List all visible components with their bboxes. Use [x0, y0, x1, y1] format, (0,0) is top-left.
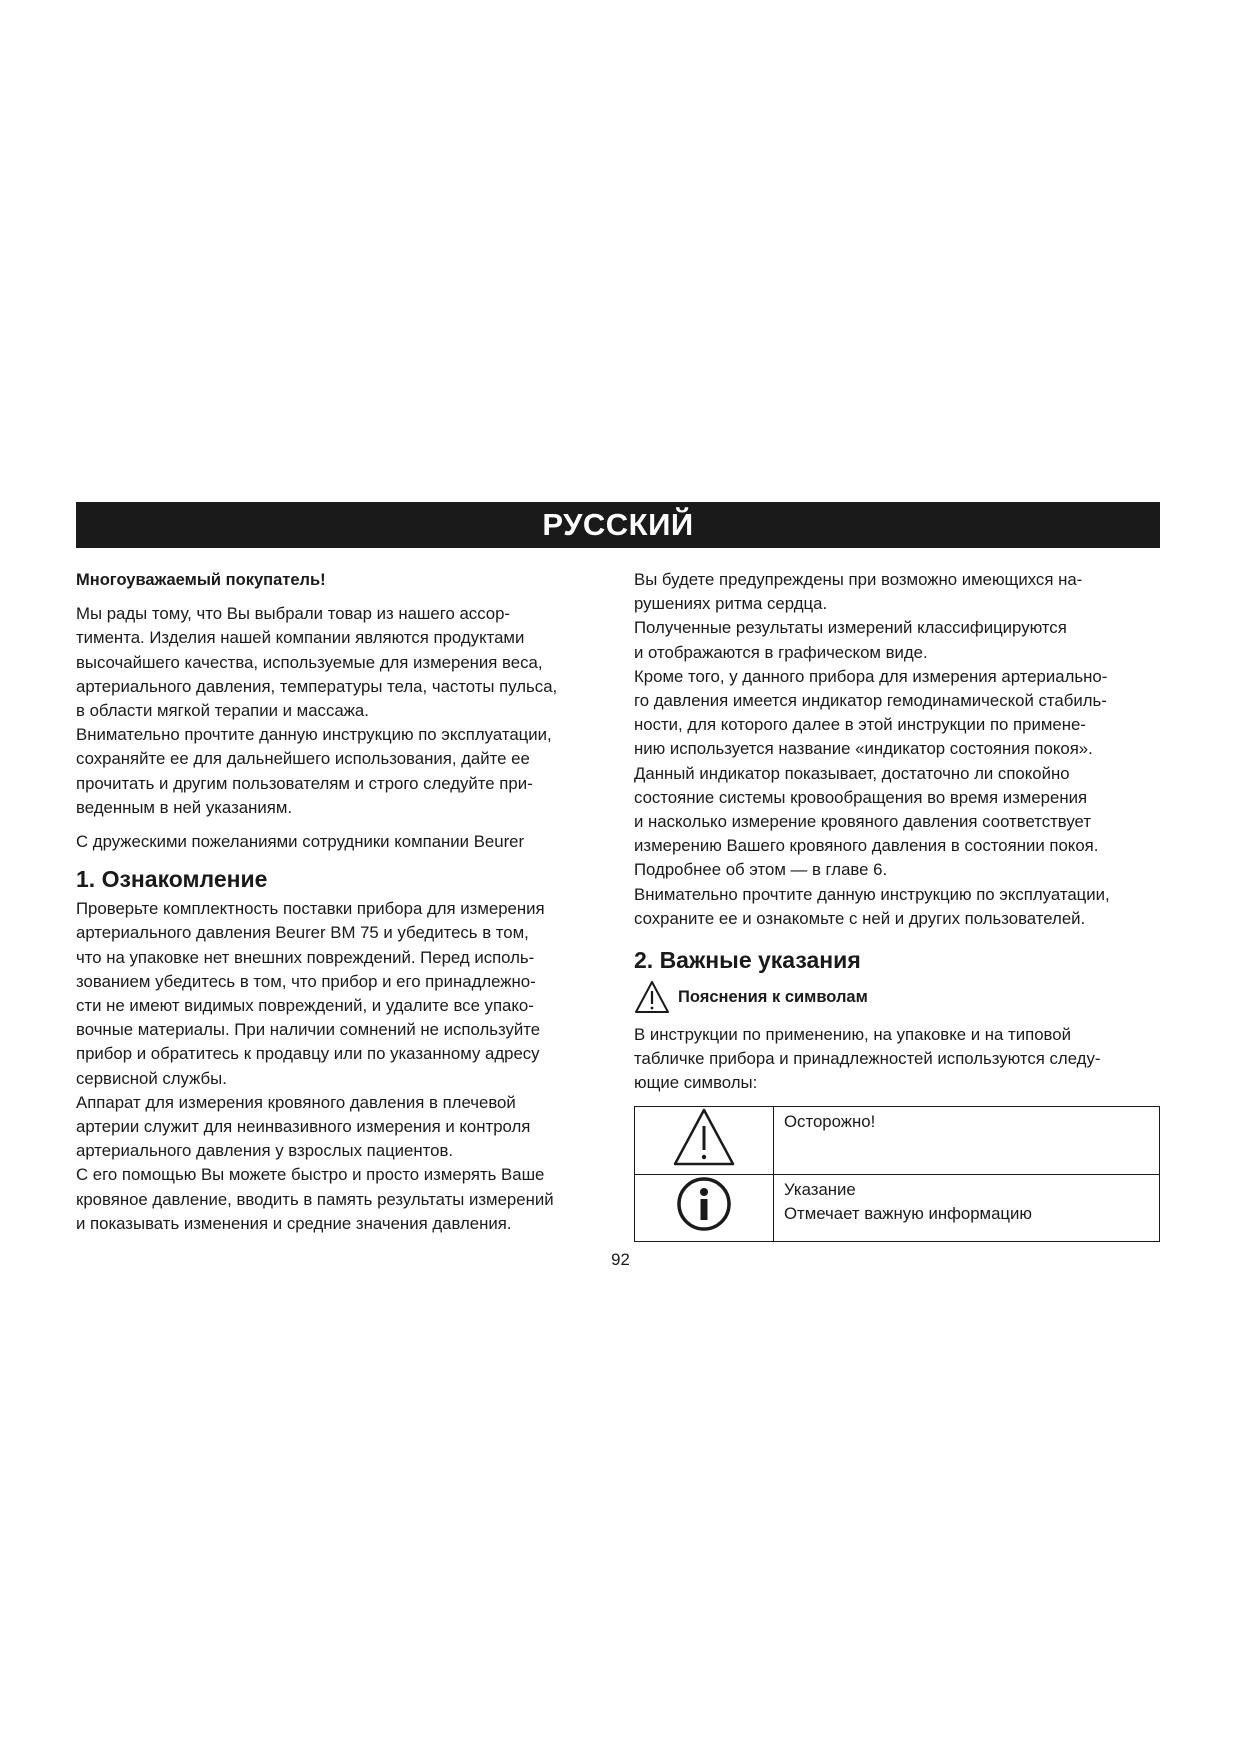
text-line: сохраняйте ее для дальнейшего использования, дайте ее — [76, 749, 530, 769]
symbols-subheading — [634, 979, 1160, 1015]
text-line: Внимательно прочтите данную инструкцию по эксплуатации, — [634, 884, 1110, 904]
text-line: Мы рады тому, что Вы выбрали товар из нашего ассор- — [76, 604, 511, 624]
section-2-title: 2. Важные указания — [634, 947, 861, 974]
text-line: Вы будете предупреждены при возможно имеющихся на- — [634, 570, 1083, 589]
text-line: прибор и обратитесь к продавцу или по указанному адресу — [76, 1044, 540, 1064]
table-row — [635, 1174, 1160, 1241]
warning-triangle-icon — [672, 1107, 736, 1167]
text-line: артериального давления, температуры тела, частоты пульса, — [76, 676, 558, 696]
text-line: и отображаются в графическом виде. — [634, 642, 928, 662]
text-line: веденным в ней указаниям. — [76, 797, 293, 817]
symbol-description — [774, 1106, 1160, 1174]
text-line: артериального давления у взрослых пациентов. — [76, 1141, 454, 1161]
warning-triangle-icon — [634, 980, 670, 1014]
left-column — [76, 568, 604, 1236]
text-line: и показывать изменения и средние значения давления. — [76, 1213, 512, 1233]
right-column — [634, 568, 1160, 1242]
text-line: вочные материалы. При наличии сомнений не используйте — [76, 1020, 541, 1040]
symbol-text-line: Отмечает важную информацию — [784, 1203, 1032, 1223]
text-line: сти не имеют видимых повреждений, и удалите все упако- — [76, 996, 534, 1016]
symbol-description — [774, 1174, 1160, 1241]
text-line: Подробнее об этом — в главе 6. — [634, 860, 888, 880]
text-line: Проверьте комплектность поставки прибора для измерения — [76, 899, 545, 919]
intro-text — [76, 602, 604, 820]
text-line: табличке прибора и принадлежностей используются следу- — [634, 1049, 1101, 1069]
text-line: В инструкции по применению, на упаковке и на типовой — [634, 1025, 1071, 1045]
text-line: артерии служит для неинвазивного измерения и контроля — [76, 1117, 531, 1137]
text-line: нию используется название «индикатор состояния покоя». — [634, 739, 1093, 759]
language-banner: РУССКИЙ — [76, 502, 1160, 548]
regards: С дружескими пожеланиями сотрудники компании Beurer — [76, 832, 525, 852]
table-row — [635, 1106, 1160, 1174]
symbols-intro — [634, 1023, 1160, 1096]
text-line: Полученные результаты измерений классифицируются — [634, 618, 1067, 638]
text-line: С его помощью Вы можете быстро и просто измерять Ваше — [76, 1165, 545, 1185]
text-line: Аппарат для измерения кровяного давления в плечевой — [76, 1092, 516, 1112]
symbol-text-line: Указание — [784, 1179, 856, 1199]
section-1-text — [76, 897, 604, 1236]
text-line: измерению Вашего кровяного давления в состоянии покоя. — [634, 836, 1099, 856]
text-line: кровяное давление, вводить в память результаты измерений — [76, 1189, 554, 1209]
text-line: Внимательно прочтите данную инструкцию по эксплуатации, — [76, 725, 552, 745]
text-line: зованием убедитесь в том, что прибор и его принадлежно- — [76, 971, 536, 991]
page-number: 92 — [611, 1250, 630, 1269]
symbols-heading-text: Пояснения к символам — [678, 987, 868, 1006]
text-line: ности, для которого далее в этой инструкции по примене- — [634, 715, 1086, 735]
symbol-cell — [635, 1174, 774, 1241]
section-1-title: 1. Ознакомление — [76, 866, 268, 893]
info-circle-icon — [675, 1175, 733, 1233]
text-line: го давления имеется индикатор гемодинамической стабиль- — [634, 691, 1107, 711]
text-line: Кроме того, у данного прибора для измерения артериально- — [634, 666, 1108, 686]
text-line: состояние системы кровообращения во время измерения — [634, 787, 1088, 807]
symbols-table — [634, 1106, 1160, 1242]
text-line: тимента. Изделия нашей компании являются продуктами — [76, 628, 525, 648]
text-line: сервисной службы. — [76, 1068, 227, 1088]
text-line: прочитать и другим пользователям и строго следуйте при- — [76, 773, 533, 793]
text-line: рушениях ритма сердца. — [634, 594, 828, 614]
greeting: Многоуважаемый покупатель! — [76, 571, 326, 589]
text-line: Данный индикатор показывает, достаточно ли спокойно — [634, 763, 1070, 783]
text-line: и насколько измерение кровяного давления соответствует — [634, 812, 1092, 832]
text-line: в области мягкой терапии и массажа. — [76, 701, 369, 721]
symbol-cell — [635, 1106, 774, 1174]
text-line: ющие символы: — [634, 1073, 758, 1093]
symbol-text-line: Осторожно! — [784, 1111, 876, 1131]
text-line: высочайшего качества, используемые для измерения веса, — [76, 652, 543, 672]
text-line: артериального давления Beurer BM 75 и убедитесь в том, — [76, 923, 529, 943]
continuation-text — [634, 568, 1160, 931]
text-line: сохраните ее и ознакомьте с ней и других пользователей. — [634, 908, 1086, 928]
text-line: что на упаковке нет внешних повреждений. Перед исполь- — [76, 947, 535, 967]
